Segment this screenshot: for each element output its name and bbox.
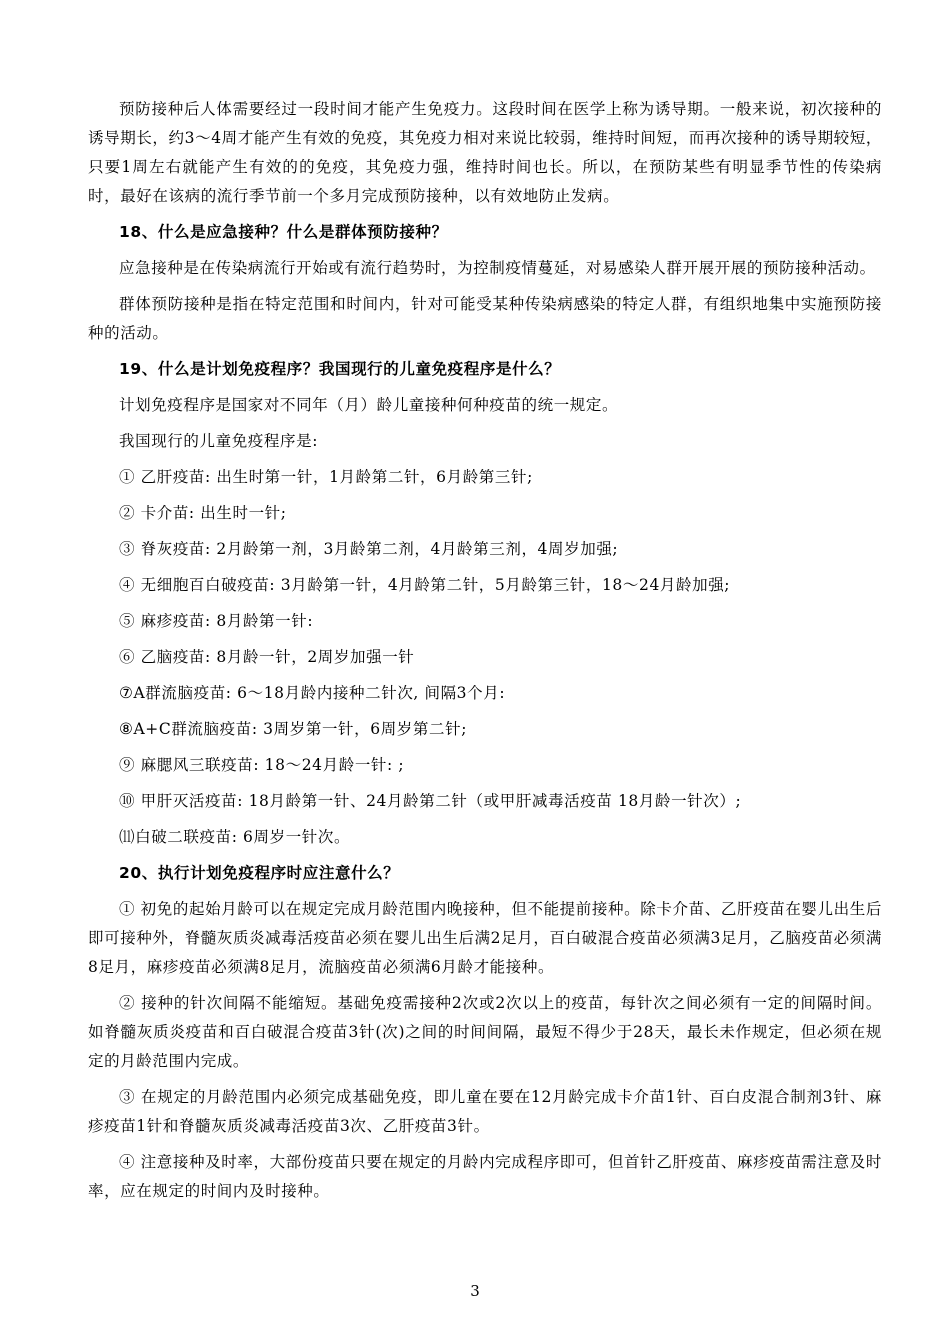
schedule-item-measles: ⑤ 麻疹疫苗: 8月龄第一针: xyxy=(119,612,314,630)
answer-20-point-4: ④ 注意接种及时率，大部份疫苗只要在规定的月龄内完成程序即可，但首针乙肝疫苗、麻疹疫苗需注意及时率，应在规定的时间内及时接种。 xyxy=(88,1153,882,1200)
schedule-item-je: ⑥ 乙脑疫苗: 8月龄一针，2周岁加强一针 xyxy=(119,648,415,666)
document-body xyxy=(88,95,882,1213)
schedule-item-hepatitis-a: ⑩ 甲肝灭活疫苗: 18月龄第一针、24月龄第二针（或甲肝减毒活疫苗 18月龄一针次）; xyxy=(119,792,742,810)
schedule-item-bcg: ② 卡介苗: 出生时一针; xyxy=(119,504,287,522)
schedule-item-dtap: ④ 无细胞百白破疫苗: 3月龄第一针，4月龄第二针，5月龄第三针，18～24月龄加强; xyxy=(119,576,731,594)
answer-20-point-1: ① 初免的起始月龄可以在规定完成月龄范围内晚接种，但不能提前接种。除卡介苗、乙肝疫苗在婴儿出生后即可接种外，脊髓灰质炎减毒活疫苗必须在婴儿出生后满2足月，百白破混合疫苗必须满3足月，乙脑疫苗必须满8足月，麻疹疫苗必须满8足月，流脑疫苗必须满6月龄才能接种。 xyxy=(88,900,882,976)
schedule-item-mmr: ⑨ 麻腮风三联疫苗: 18～24月龄一针: ; xyxy=(119,756,405,774)
question-19-heading: 19、什么是计划免疫程序？我国现行的儿童免疫程序是什么？ xyxy=(119,360,561,378)
answer-20-point-3: ③ 在规定的月龄范围内必须完成基础免疫，即儿童在要在12月龄完成卡介苗1针、百白皮混合制剂3针、麻疹疫苗1针和脊髓灰质炎减毒活疫苗3次、乙肝疫苗3针。 xyxy=(88,1088,882,1135)
schedule-item-hepatitis-b: ① 乙肝疫苗: 出生时第一针，1月龄第二针，6月龄第三针; xyxy=(119,468,533,486)
question-20-heading: 20、执行计划免疫程序时应注意什么？ xyxy=(119,864,400,882)
answer-19-intro: 我国现行的儿童免疫程序是: xyxy=(119,432,319,450)
answer-18-emergency-vaccination: 应急接种是在传染病流行开始或有流行趋势时，为控制疫情蔓延，对易感染人群开展开展的预防接种活动。 xyxy=(119,259,876,277)
immunization-schedule-list xyxy=(88,463,882,852)
schedule-item-polio: ③ 脊灰疫苗: 2月龄第一剂，3月龄第二剂，4月龄第三剂，4周岁加强; xyxy=(119,540,619,558)
schedule-item-mening-a: ⑦A群流脑疫苗: 6～18月龄内接种二针次, 间隔3个月: xyxy=(119,684,506,702)
schedule-item-dt: ⑾白破二联疫苗: 6周岁一针次。 xyxy=(119,828,351,846)
answer-20-point-2: ② 接种的针次间隔不能缩短。基础免疫需接种2次或2次以上的疫苗，每针次之间必须有一定的间隔时间。如脊髓灰质炎疫苗和百白破混合疫苗3针(次)之间的时间间隔，最短不得少于28天，最长未作规定，但必须在规定的月龄范围内完成。 xyxy=(88,994,882,1070)
schedule-item-mening-ac: ⑧A+C群流脑疫苗: 3周岁第一针，6周岁第二针; xyxy=(119,720,468,738)
page-number: 3 xyxy=(470,1282,480,1300)
answer-18-group-vaccination: 群体预防接种是指在特定范围和时间内，针对可能受某种传染病感染的特定人群，有组织地集中实施预防接种的活动。 xyxy=(88,295,882,342)
question-18-heading: 18、什么是应急接种？什么是群体预防接种？ xyxy=(119,223,448,241)
paragraph-induction-period: 预防接种后人体需要经过一段时间才能产生免疫力。这段时间在医学上称为诱导期。一般来说，初次接种的诱导期长，约3～4周才能产生有效的免疫，其免疫力相对来说比较弱，维持时间短，而再次接种的诱导期较短，只要1周左右就能产生有效的的免疫，其免疫力强，维持时间也长。所以，在预防某些有明显季节性的传染病时，最好在该病的流行季节前一个多月完成预防接种，以有效地防止发病。 xyxy=(88,100,882,205)
answer-19-definition: 计划免疫程序是国家对不同年（月）龄儿童接种何种疫苗的统一规定。 xyxy=(119,396,619,414)
